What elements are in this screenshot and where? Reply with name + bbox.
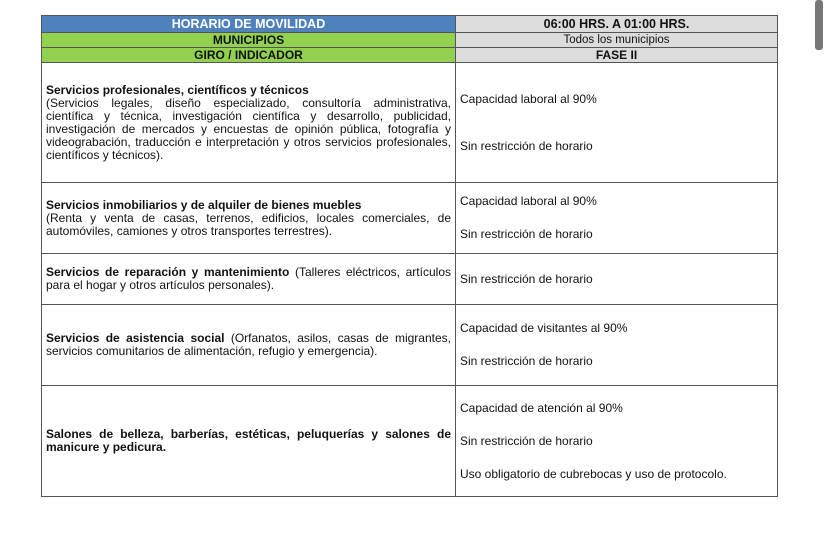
- fase-item: Capacidad laboral al 90%: [460, 91, 597, 106]
- table-row: [42, 63, 778, 183]
- scrollbar-thumb[interactable]: [815, 0, 823, 50]
- giro-cell: [42, 386, 456, 497]
- fase-item: Capacidad de visitantes al 90%: [460, 321, 628, 335]
- fase-item: Sin restricción de horario: [460, 227, 593, 241]
- giro-description: (Talleres eléctricos, artículos para el hogar y otros artículos personales).: [46, 265, 451, 292]
- movilidad-table: [41, 15, 778, 497]
- fase-item: Sin restricción de horario: [460, 271, 593, 286]
- giro-cell: [42, 254, 456, 305]
- fase-item: Uso obligatorio de cubrebocas y uso de protocolo.: [460, 466, 727, 481]
- giro-title: Servicios de asistencia social: [46, 331, 225, 345]
- giro-title: Servicios inmobiliarios y de alquiler de bienes muebles: [46, 197, 362, 212]
- giro-description: (Orfanatos, asilos, casas de migrantes, servicios comunitarios de alimentación, refugio y emergencia).: [46, 331, 451, 358]
- municipios-label: MUNICIPIOS: [42, 33, 456, 48]
- giro-cell: [42, 305, 456, 386]
- horario-label: HORARIO DE MOVILIDAD: [42, 16, 456, 33]
- table-row: [42, 386, 778, 497]
- municipios-value: Todos los municipios: [456, 33, 778, 48]
- giro-description: (Servicios legales, diseño especializado, consultoría administrativa, científica y técnica, investigación científica y desarrollo, publicidad, investigación de mercados y encuestas de opinión pública, fotografía y videograbación, traducción e interpretación y otros servicios profesionales, científicos y técnicos).: [46, 95, 451, 162]
- fase-item: Capacidad de atención al 90%: [460, 400, 623, 415]
- fase-item: Sin restricción de horario: [460, 138, 593, 153]
- horario-row: [42, 16, 778, 33]
- column-header-row: [42, 48, 778, 63]
- fase-header: FASE II: [456, 48, 778, 63]
- giro-description: (Renta y venta de casas, terrenos, edificios, locales comerciales, de automóviles, camiones y otros transportes terrestres).: [46, 210, 451, 238]
- table-row: [42, 254, 778, 305]
- giro-cell: [42, 63, 456, 183]
- fase-item: Sin restricción de horario: [460, 433, 593, 448]
- fase-item: Capacidad laboral al 90%: [460, 194, 597, 208]
- giro-header: GIRO / INDICADOR: [42, 48, 456, 63]
- fase-cell: [456, 386, 778, 497]
- fase-cell: [456, 63, 778, 183]
- giro-title: Salones de belleza, barberías, estéticas, peluquerías y salones de manicure y pedicura.: [46, 427, 451, 454]
- table-row: [42, 305, 778, 386]
- horario-value: 06:00 HRS. A 01:00 HRS.: [456, 16, 778, 33]
- municipios-row: [42, 33, 778, 48]
- fase-cell: [456, 183, 778, 254]
- giro-title: Servicios profesionales, científicos y técnicos: [46, 82, 309, 97]
- fase-cell: [456, 305, 778, 386]
- giro-title: Servicios de reparación y mantenimiento: [46, 265, 290, 279]
- fase-item: Sin restricción de horario: [460, 354, 593, 368]
- giro-cell: [42, 183, 456, 254]
- table-row: [42, 183, 778, 254]
- fase-cell: [456, 254, 778, 305]
